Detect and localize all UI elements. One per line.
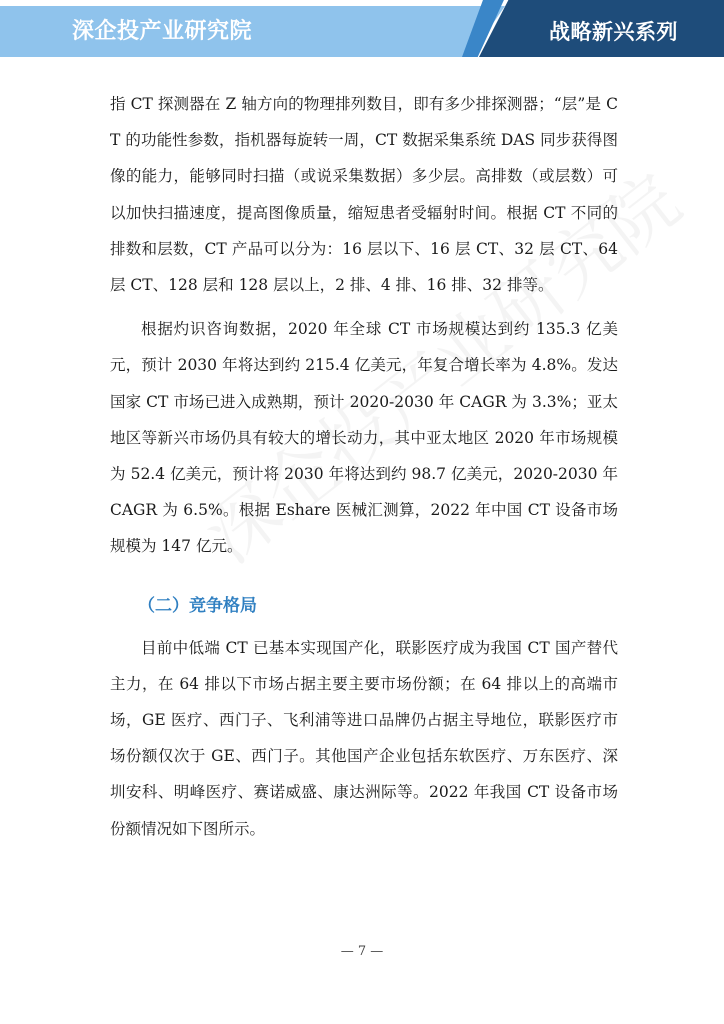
section-heading: （二）竞争格局 [138, 595, 257, 616]
paragraph-ct-parameters: 指 CT 探测器在 Z 轴方向的物理排列数目，即有多少排探测器；“层”是 CT 的功能性参数，指机器每旋转一周，CT 数据采集系统 DAS 同步获得图像的能力，能够同时扫描（或说采集数据）多少层。高排数（或层数）可以加快扫描速度，提高图像质量，缩短患者受辐射时间。根据 CT 不同的排数和层数，CT 产品可以分为：16 层以下、16 层 CT、32 层 CT、64 层 CT、128 层和 128 层以上，2 排、4 排、16 排、32 排等。 [110, 95, 618, 295]
header-org-name: 深企投产业研究院 [72, 19, 253, 44]
page-number: — 7 — [340, 944, 384, 959]
page-header [0, 0, 724, 57]
paragraph-competition: 目前中低端 CT 已基本实现国产化，联影医疗成为我国 CT 国产替代主力，在 64 排以下市场占据主要主要市场份额；在 64 排以上的高端市场，GE 医疗、西门子、飞利浦等进口品牌仍占据主导地位，联影医疗市场份额仅次于 GE、西门子。其他国产企业包括东软医疗、万东医疗、深圳安科、明峰医疗、赛诺威盛、康达洲际等。2022 年我国 CT 设备市场份额情况如下图所示。 [110, 638, 618, 838]
paragraph-market-size: 根据灼识咨询数据，2020 年全球 CT 市场规模达到约 135.3 亿美元，预计 2030 年将达到约 215.4 亿美元，年复合增长率为 4.8%。发达国家 CT 市场已进入成熟期，预计 2020-2030 年 CAGR 为 3.3%；亚太地区等新兴市场仍具有较大的增长动力，其中亚太地区 2020 年市场规模为 52.4 亿美元，预计将 2030 年将达到约 98.7 亿美元，2020-2030 年 CAGR 为 6.5%。根据 Eshare 医械汇测算，2022 年中国 CT 设备市场规模为 147 亿元。 [110, 320, 618, 556]
header-series-name: 战略新兴系列 [549, 20, 678, 44]
page-body [110, 86, 618, 855]
